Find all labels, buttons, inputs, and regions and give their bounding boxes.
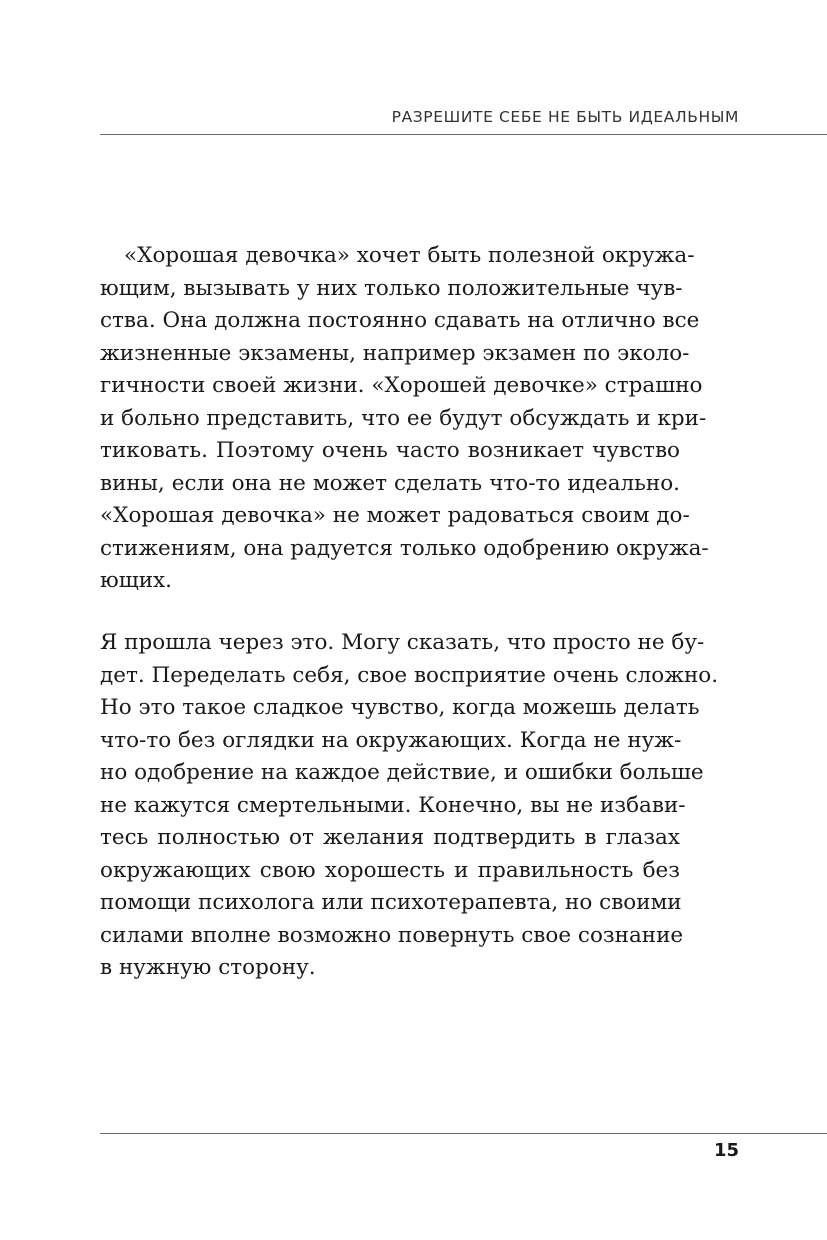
text-line: помощи психолога или психотерапевта, но своими bbox=[100, 890, 682, 915]
text-line: стижениям, она радуется только одобрению окружа- bbox=[100, 535, 709, 561]
text-line: что-то без оглядки на окружающих. Когда не нуж- bbox=[100, 727, 682, 753]
text-line: дет. Переделать себя, свое восприятие очень сложно. bbox=[100, 662, 719, 688]
footer-rule bbox=[100, 1133, 827, 1134]
text-line: Но это такое сладкое чувство, когда можешь делать bbox=[100, 695, 700, 720]
running-head: РАЗРЕШИТЕ СЕБЕ НЕ БЫТЬ ИДЕАЛЬНЫМ bbox=[391, 108, 739, 126]
text-line: жизненные экзамены, например экзамен по эколо- bbox=[100, 340, 690, 366]
text-line: гичности своей жизни. «Хорошей девочке» страшно bbox=[100, 373, 703, 398]
text-line: тиковать. Поэтому очень часто возникает чувство bbox=[100, 438, 680, 463]
paragraph-1 bbox=[100, 240, 709, 598]
page-number: 15 bbox=[713, 1140, 739, 1161]
text-line: не кажутся смертельными. Конечно, вы не избави- bbox=[100, 792, 686, 818]
text-line: тесь полностью от желания подтвердить в глазах bbox=[100, 825, 680, 850]
text-line: «Хорошая девочка» не может радоваться своим до- bbox=[100, 503, 690, 528]
text-line: ства. Она должна постоянно сдавать на отлично все bbox=[100, 308, 700, 333]
text-line: и больно представить, что ее будут обсуждать и кри- bbox=[100, 405, 707, 431]
text-line: окружающих свою хорошесть и правильность без bbox=[100, 857, 680, 883]
text-line: «Хорошая девочка» хочет быть полезной окружа- bbox=[124, 243, 695, 268]
text-line: в нужную сторону. bbox=[100, 955, 316, 980]
text-line: вины, если она не может сделать что-то идеально. bbox=[100, 470, 680, 496]
text-line: ющим, вызывать у них только положительные чув- bbox=[100, 275, 683, 301]
text-line: силами вполне возможно повернуть свое сознание bbox=[100, 922, 684, 948]
header-rule bbox=[100, 134, 827, 135]
text-line: Я прошла через это. Могу сказать, что просто не бу- bbox=[100, 630, 705, 655]
text-line: но одобрение на каждое действие, и ошибки больше bbox=[100, 760, 704, 785]
text-line: ющих. bbox=[100, 568, 172, 593]
paragraph-2 bbox=[100, 627, 719, 985]
